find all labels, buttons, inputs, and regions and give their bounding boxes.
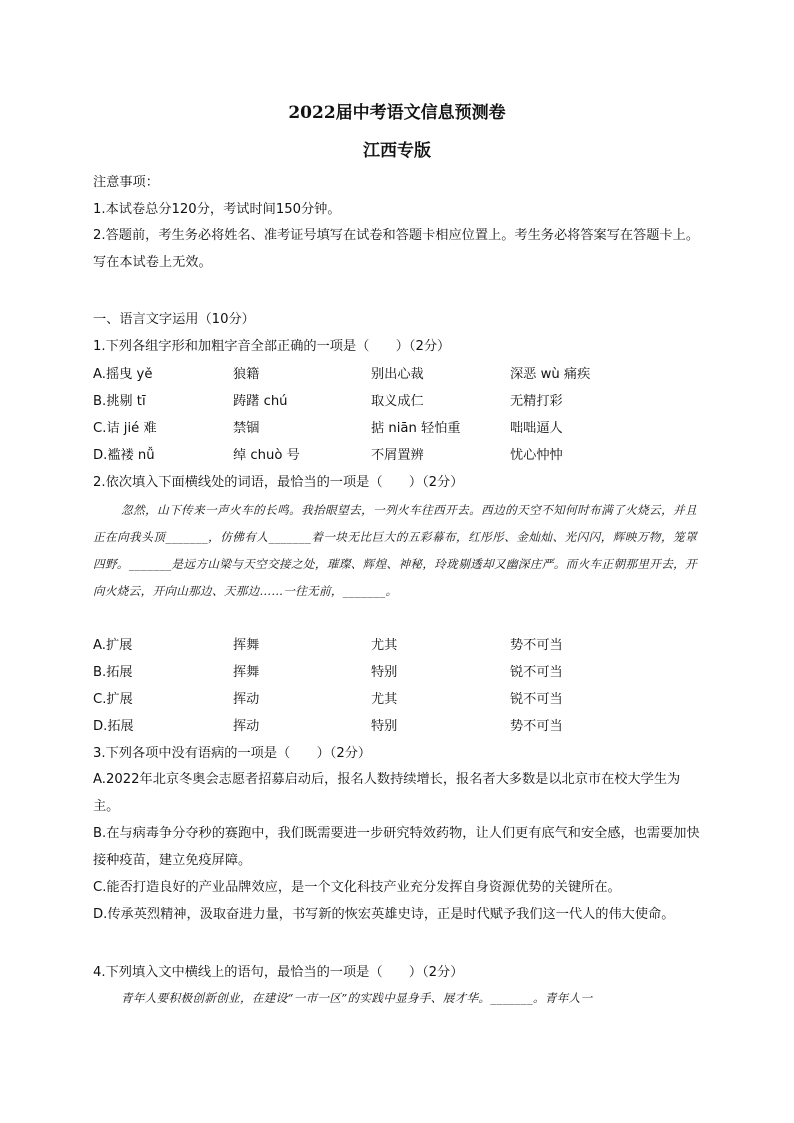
q2-d-col2: 挥动 [233, 719, 260, 734]
q3-stem: 3.下列各项中没有语病的一项是（ ）（2分） [93, 746, 372, 761]
exam-subtitle: 江西专版 [363, 141, 431, 161]
q1-c-col2: 禁锢 [233, 421, 260, 436]
q2-b-col3: 特别 [371, 665, 398, 680]
q2-c-col3: 尤其 [371, 692, 398, 707]
q1-d-col1: D.褴褛 nǚ [93, 448, 155, 463]
q4-passage-text: 青年人要积极创新创业，在建设“一市一区”的实践中显身手、展才华。_______。青年人一 [121, 991, 593, 1005]
q1-c-col3: 掂 niān 轻怕重 [371, 421, 461, 436]
section-heading: 一、语言文字运用（10分） [93, 312, 255, 327]
q1-d-col2: 绰 chuò 号 [233, 448, 300, 463]
q3-option-b: B.在与病毒争分夺秒的赛跑中，我们既需要进一步研究特效药物，让人们更有底气和安全感，也需要加快接种疫苗，建立免疫屏障。 [93, 826, 700, 868]
notes-item-1: 1.本试卷总分120分，考试时间150分钟。 [93, 202, 341, 217]
q1-b-col3: 取义成仁 [371, 394, 424, 409]
q1-a-col1: A.摇曳 yě [93, 367, 153, 382]
q1-b-col4: 无精打彩 [510, 394, 563, 409]
q2-c-col1: C.扩展 [93, 692, 133, 707]
q1-a-col2: 狼籍 [233, 367, 260, 382]
q2-d-col1: D.拓展 [93, 719, 134, 734]
q2-option-a [93, 637, 705, 655]
q2-a-col3: 尤其 [371, 638, 398, 653]
notes-heading: 注意事项： [93, 175, 159, 190]
q2-a-col4: 势不可当 [510, 638, 563, 653]
q1-option-c [93, 420, 705, 438]
q2-d-col3: 特别 [371, 719, 398, 734]
q2-c-col2: 挥动 [233, 692, 260, 707]
q4-stem: 4.下列填入文中横线上的语句，最恰当的一项是（ ）（2分） [93, 965, 464, 980]
q2-stem: 2.依次填入下面横线处的词语，最恰当的一项是（ ）（2分） [93, 475, 464, 490]
q1-c-col4: 咄咄逼人 [510, 421, 563, 436]
q3-option-a: A.2022年北京冬奥会志愿者招募启动后，报名人数持续增长，报名者大多数是以北京市在校大学生为主。 [93, 772, 681, 814]
q1-a-col4: 深恶 wù 痛疾 [510, 367, 591, 382]
q2-b-col2: 挥舞 [233, 665, 260, 680]
q1-a-col3: 别出心裁 [371, 367, 424, 382]
q1-stem: 1.下列各组字形和加粗字音全部正确的一项是（ ）（2分） [93, 339, 451, 354]
q2-a-col2: 挥舞 [233, 638, 260, 653]
q2-b-col1: B.拓展 [93, 665, 133, 680]
q1-option-d [93, 447, 705, 465]
q1-b-col2: 踌躇 chú [233, 394, 288, 409]
exam-title: 2022届中考语文信息预测卷 [288, 103, 506, 123]
q2-option-c [93, 691, 705, 709]
notes-item-2: 2.答题前，考生务必将姓名、准考证号填写在试卷和答题卡相应位置上。考生务必将答案写在答题卡上。写在本试卷上无效。 [93, 228, 700, 270]
q2-d-col4: 势不可当 [510, 719, 563, 734]
q2-passage [93, 497, 697, 605]
q2-a-col1: A.扩展 [93, 638, 133, 653]
q3-option-d: D.传承英烈精神，汲取奋进力量，书写新的恢宏英雄史诗，正是时代赋予我们这一代人的伟大使命。 [93, 907, 675, 922]
q1-b-col1: B.挑剔 tī [93, 394, 146, 409]
q2-passage-text: 忽然，山下传来一声火车的长鸣。我抬眼望去，一列火车往西开去。西边的天空不知何时布满了火烧云，并且正在向我头顶_______，仿佛有人_______着一块无比巨大的五彩幕布，红彤彤、金灿灿、光闪闪，辉映万物，笼罩四野。_______是远方山梁与天空交接之处，璀璨、辉煌、神秘，玲珑剔透却又幽深庄严。而火车正朝那里开去，开向火烧云，开向山那边、天那边……一往无前，_______。 [93, 503, 697, 598]
q3-option-c: C.能否打造良好的产业品牌效应，是一个文化科技产业充分发挥自身资源优势的关键所在。 [93, 880, 621, 895]
q2-option-d [93, 718, 705, 736]
q1-option-a [93, 366, 705, 384]
q2-c-col4: 锐不可当 [510, 692, 563, 707]
q1-d-col4: 忧心忡忡 [510, 448, 563, 463]
q1-option-b [93, 393, 705, 411]
q2-b-col4: 锐不可当 [510, 665, 563, 680]
q1-d-col3: 不屑置辨 [371, 448, 424, 463]
q4-passage [93, 985, 697, 1012]
q2-option-b [93, 664, 705, 682]
q1-c-col1: C.诘 jié 难 [93, 421, 157, 436]
